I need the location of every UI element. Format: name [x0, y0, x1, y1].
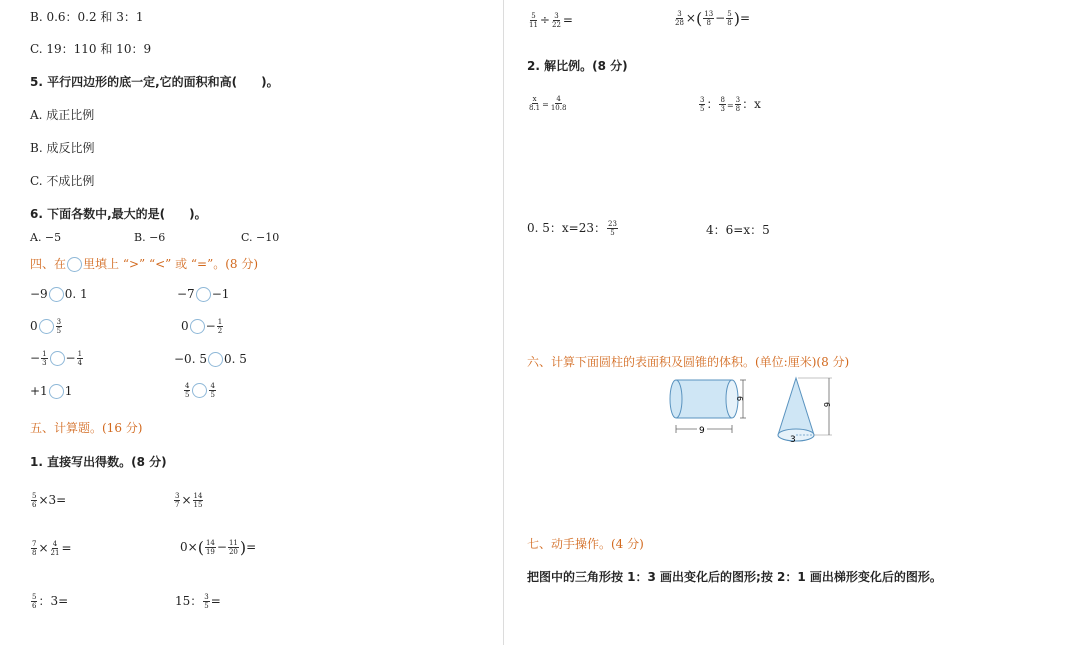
numerator: 3 — [554, 12, 559, 20]
numerator: 3 — [735, 96, 741, 104]
expression-rest: ：3= — [38, 594, 69, 608]
denominator: 19 — [205, 548, 215, 556]
right-calc-b — [673, 9, 750, 28]
denominator: 7 — [175, 501, 180, 509]
q5-question: 5. 平行四边形的底一定,它的面积和高( )。 — [30, 75, 279, 89]
equals-sign: = — [246, 540, 257, 554]
equals-sign: = — [562, 13, 573, 27]
operator: × — [685, 11, 696, 25]
compare-4 — [181, 318, 224, 335]
q7-question: 把图中的三角形按 1：3 画出变化后的图形;按 2：1 画出梯形变化后的图形。 — [527, 570, 942, 584]
numerator: 3 — [700, 96, 705, 104]
section7-heading: 七、动手操作。(4 分) — [527, 537, 644, 551]
denominator: 28 — [675, 19, 684, 27]
numerator: 5 — [531, 12, 536, 20]
answer-circle[interactable] — [49, 287, 64, 302]
numerator: 23 — [608, 220, 617, 228]
section4-heading-part1: 四、在 — [30, 257, 67, 271]
numerator: 14 — [193, 492, 203, 500]
fraction — [726, 10, 732, 27]
cylinder-diameter-label: 6 — [735, 396, 744, 402]
numerator: 3 — [204, 593, 209, 601]
cylinder-body — [676, 380, 732, 418]
fraction — [528, 12, 539, 29]
q6-option-a: A. −5 — [30, 231, 62, 244]
open-paren: ( — [695, 9, 703, 28]
fraction — [735, 96, 741, 113]
answer-circle[interactable] — [49, 384, 64, 399]
compare-left-value: 0 — [30, 319, 38, 333]
compare-left-value: 0 — [181, 319, 189, 333]
expression-rest: ×3= — [38, 493, 67, 507]
section4-heading-part2: 里填上 “>” “<” 或 “=”。(8 分) — [83, 257, 259, 271]
cylinder-figure — [664, 374, 754, 436]
fraction — [550, 95, 568, 112]
q2-question: 2. 解比例。(8 分) — [527, 59, 628, 73]
compare-1 — [30, 287, 88, 302]
q4-option-b: B. 0.6：0.2 和 3：1 — [30, 10, 144, 24]
denominator: 8 — [706, 19, 711, 27]
fraction — [184, 382, 190, 399]
fraction — [174, 492, 180, 509]
answer-circle[interactable] — [39, 319, 54, 334]
fraction — [217, 318, 223, 335]
compare-right-value: 0. 1 — [64, 287, 88, 301]
cylinder-length-label: 9 — [699, 426, 705, 436]
minus-sign: − — [205, 319, 216, 333]
q5-option-b: B. 成反比例 — [30, 141, 95, 155]
compare-left-value: +1 — [30, 384, 48, 398]
denominator: 8 — [727, 19, 732, 27]
calc-d — [180, 538, 256, 557]
fraction — [193, 492, 204, 509]
numerator: 13 — [704, 10, 714, 18]
right-calc-a — [527, 12, 573, 29]
fraction — [205, 539, 216, 556]
q4-option-c: C. 19：110 和 10：9 — [30, 42, 152, 56]
calc-a — [30, 492, 66, 509]
denominator: 5 — [56, 327, 62, 335]
fraction — [31, 492, 37, 509]
denominator: 22 — [551, 21, 561, 29]
denominator: 3 — [720, 105, 725, 113]
proportion-1 — [527, 95, 568, 112]
numerator: 3 — [677, 10, 682, 18]
equals-sign: = — [61, 541, 72, 555]
denominator: 3 — [42, 359, 47, 367]
compare-left-value: −0. 5 — [174, 352, 207, 366]
numerator: 5 — [727, 10, 732, 18]
fraction — [528, 95, 541, 112]
fraction — [31, 540, 37, 557]
proportion-2 — [698, 95, 761, 113]
minus-sign: − — [30, 351, 41, 365]
operator: × — [38, 541, 49, 555]
operator: × — [181, 493, 192, 507]
denominator: 5 — [700, 105, 705, 113]
section4-heading — [30, 255, 258, 272]
numerator: 5 — [32, 593, 37, 601]
denominator: 8 — [735, 105, 741, 113]
proportion-4: 4：6=x：5 — [706, 223, 770, 237]
compare-6 — [174, 352, 247, 367]
q6-option-c: C. −10 — [241, 231, 280, 244]
operator: − — [715, 11, 726, 25]
fraction — [56, 318, 62, 335]
compare-5 — [30, 350, 84, 367]
numerator: 4 — [556, 95, 561, 103]
equals-sign: = — [739, 11, 750, 25]
expression-prefix: 0. 5：x=23： — [527, 221, 606, 235]
numerator: 1 — [42, 350, 47, 358]
equals-sign: = — [210, 594, 221, 608]
denominator: 5 — [610, 229, 615, 237]
operator: ： — [706, 97, 719, 111]
numerator: 1 — [217, 318, 223, 326]
numerator: 3 — [56, 318, 62, 326]
numerator: 1 — [77, 350, 83, 358]
expression-prefix: 15： — [175, 594, 203, 608]
denominator: 15 — [193, 501, 203, 509]
fraction — [551, 12, 562, 29]
denominator: 6 — [32, 501, 37, 509]
cylinder-left-base — [670, 380, 682, 418]
section6-heading: 六、计算下面圆柱的表面积及圆锥的体积。(单位:厘米)(8 分) — [527, 355, 850, 369]
compare-circle-icon — [67, 257, 82, 272]
close-paren: ) — [239, 538, 247, 557]
fraction — [719, 96, 725, 113]
q6-question: 6. 下面各数中,最大的是( )。 — [30, 207, 207, 221]
fraction — [50, 540, 61, 557]
cone-figure — [770, 372, 840, 446]
denominator: 5 — [185, 391, 190, 399]
numerator: 5 — [32, 492, 37, 500]
compare-2 — [177, 287, 229, 302]
denominator: 8.1 — [529, 104, 541, 112]
fraction — [77, 350, 83, 367]
answer-circle[interactable] — [196, 287, 211, 302]
fraction — [209, 382, 215, 399]
numerator: 7 — [32, 540, 37, 548]
calc-e — [30, 592, 68, 610]
denominator: 20 — [228, 548, 238, 556]
compare-left-value: −9 — [30, 287, 48, 301]
compare-3 — [30, 318, 63, 335]
calc-b — [173, 492, 204, 509]
answer-circle[interactable] — [190, 319, 205, 334]
section5-heading: 五、计算题。(16 分) — [30, 421, 143, 435]
fraction — [699, 96, 705, 113]
open-paren: ( — [197, 538, 204, 557]
denominator: 5 — [204, 602, 209, 610]
q5-option-c: C. 不成比例 — [30, 174, 95, 188]
denominator: 8 — [32, 549, 37, 557]
denominator: 11 — [529, 21, 538, 29]
numerator: 8 — [720, 96, 725, 104]
equals-sign: = — [542, 100, 549, 109]
denominator: 4 — [77, 359, 83, 367]
cone-radius-label: 3 — [790, 435, 796, 445]
answer-circle[interactable] — [192, 383, 207, 398]
fraction — [203, 593, 209, 610]
calc-c — [30, 540, 72, 557]
fraction — [703, 10, 714, 27]
proportion-3 — [527, 219, 619, 237]
operator: ÷ — [539, 13, 550, 27]
fraction — [41, 350, 47, 367]
minus-sign: − — [65, 351, 76, 365]
numerator: 4 — [52, 540, 58, 548]
q6-option-b: B. −6 — [134, 231, 166, 244]
numerator: 4 — [210, 382, 215, 390]
denominator: 10.8 — [550, 104, 567, 112]
denominator: 2 — [217, 327, 223, 335]
close-paren: ) — [733, 9, 740, 28]
numerator: 14 — [205, 539, 215, 547]
fraction — [674, 10, 685, 27]
equals-sign: = — [726, 101, 734, 110]
compare-8 — [183, 382, 217, 399]
answer-circle[interactable] — [208, 352, 223, 367]
expression-rest: ：x — [742, 97, 761, 111]
compare-right-value: −1 — [211, 287, 230, 301]
answer-circle[interactable] — [50, 351, 65, 366]
denominator: 21 — [50, 549, 60, 557]
numerator: 3 — [175, 492, 180, 500]
numerator: 4 — [185, 382, 190, 390]
operator: − — [216, 540, 227, 554]
fraction — [31, 593, 37, 610]
compare-left-value: −7 — [177, 287, 195, 301]
expression-prefix: 0× — [180, 540, 198, 554]
numerator: x — [532, 95, 537, 103]
compare-right-value: 1 — [64, 384, 73, 398]
numerator: 11 — [228, 539, 238, 547]
fraction — [607, 220, 618, 237]
page-divider — [503, 0, 504, 645]
calc-f — [175, 592, 221, 610]
compare-right-value: 0. 5 — [223, 352, 247, 366]
denominator: 5 — [210, 391, 215, 399]
cone-height-label: 6 — [822, 402, 831, 408]
q5-option-a: A. 成正比例 — [30, 108, 95, 122]
compare-7 — [30, 384, 72, 399]
denominator: 6 — [32, 602, 37, 610]
fraction — [228, 539, 239, 556]
q1-question: 1. 直接写出得数。(8 分) — [30, 455, 167, 469]
